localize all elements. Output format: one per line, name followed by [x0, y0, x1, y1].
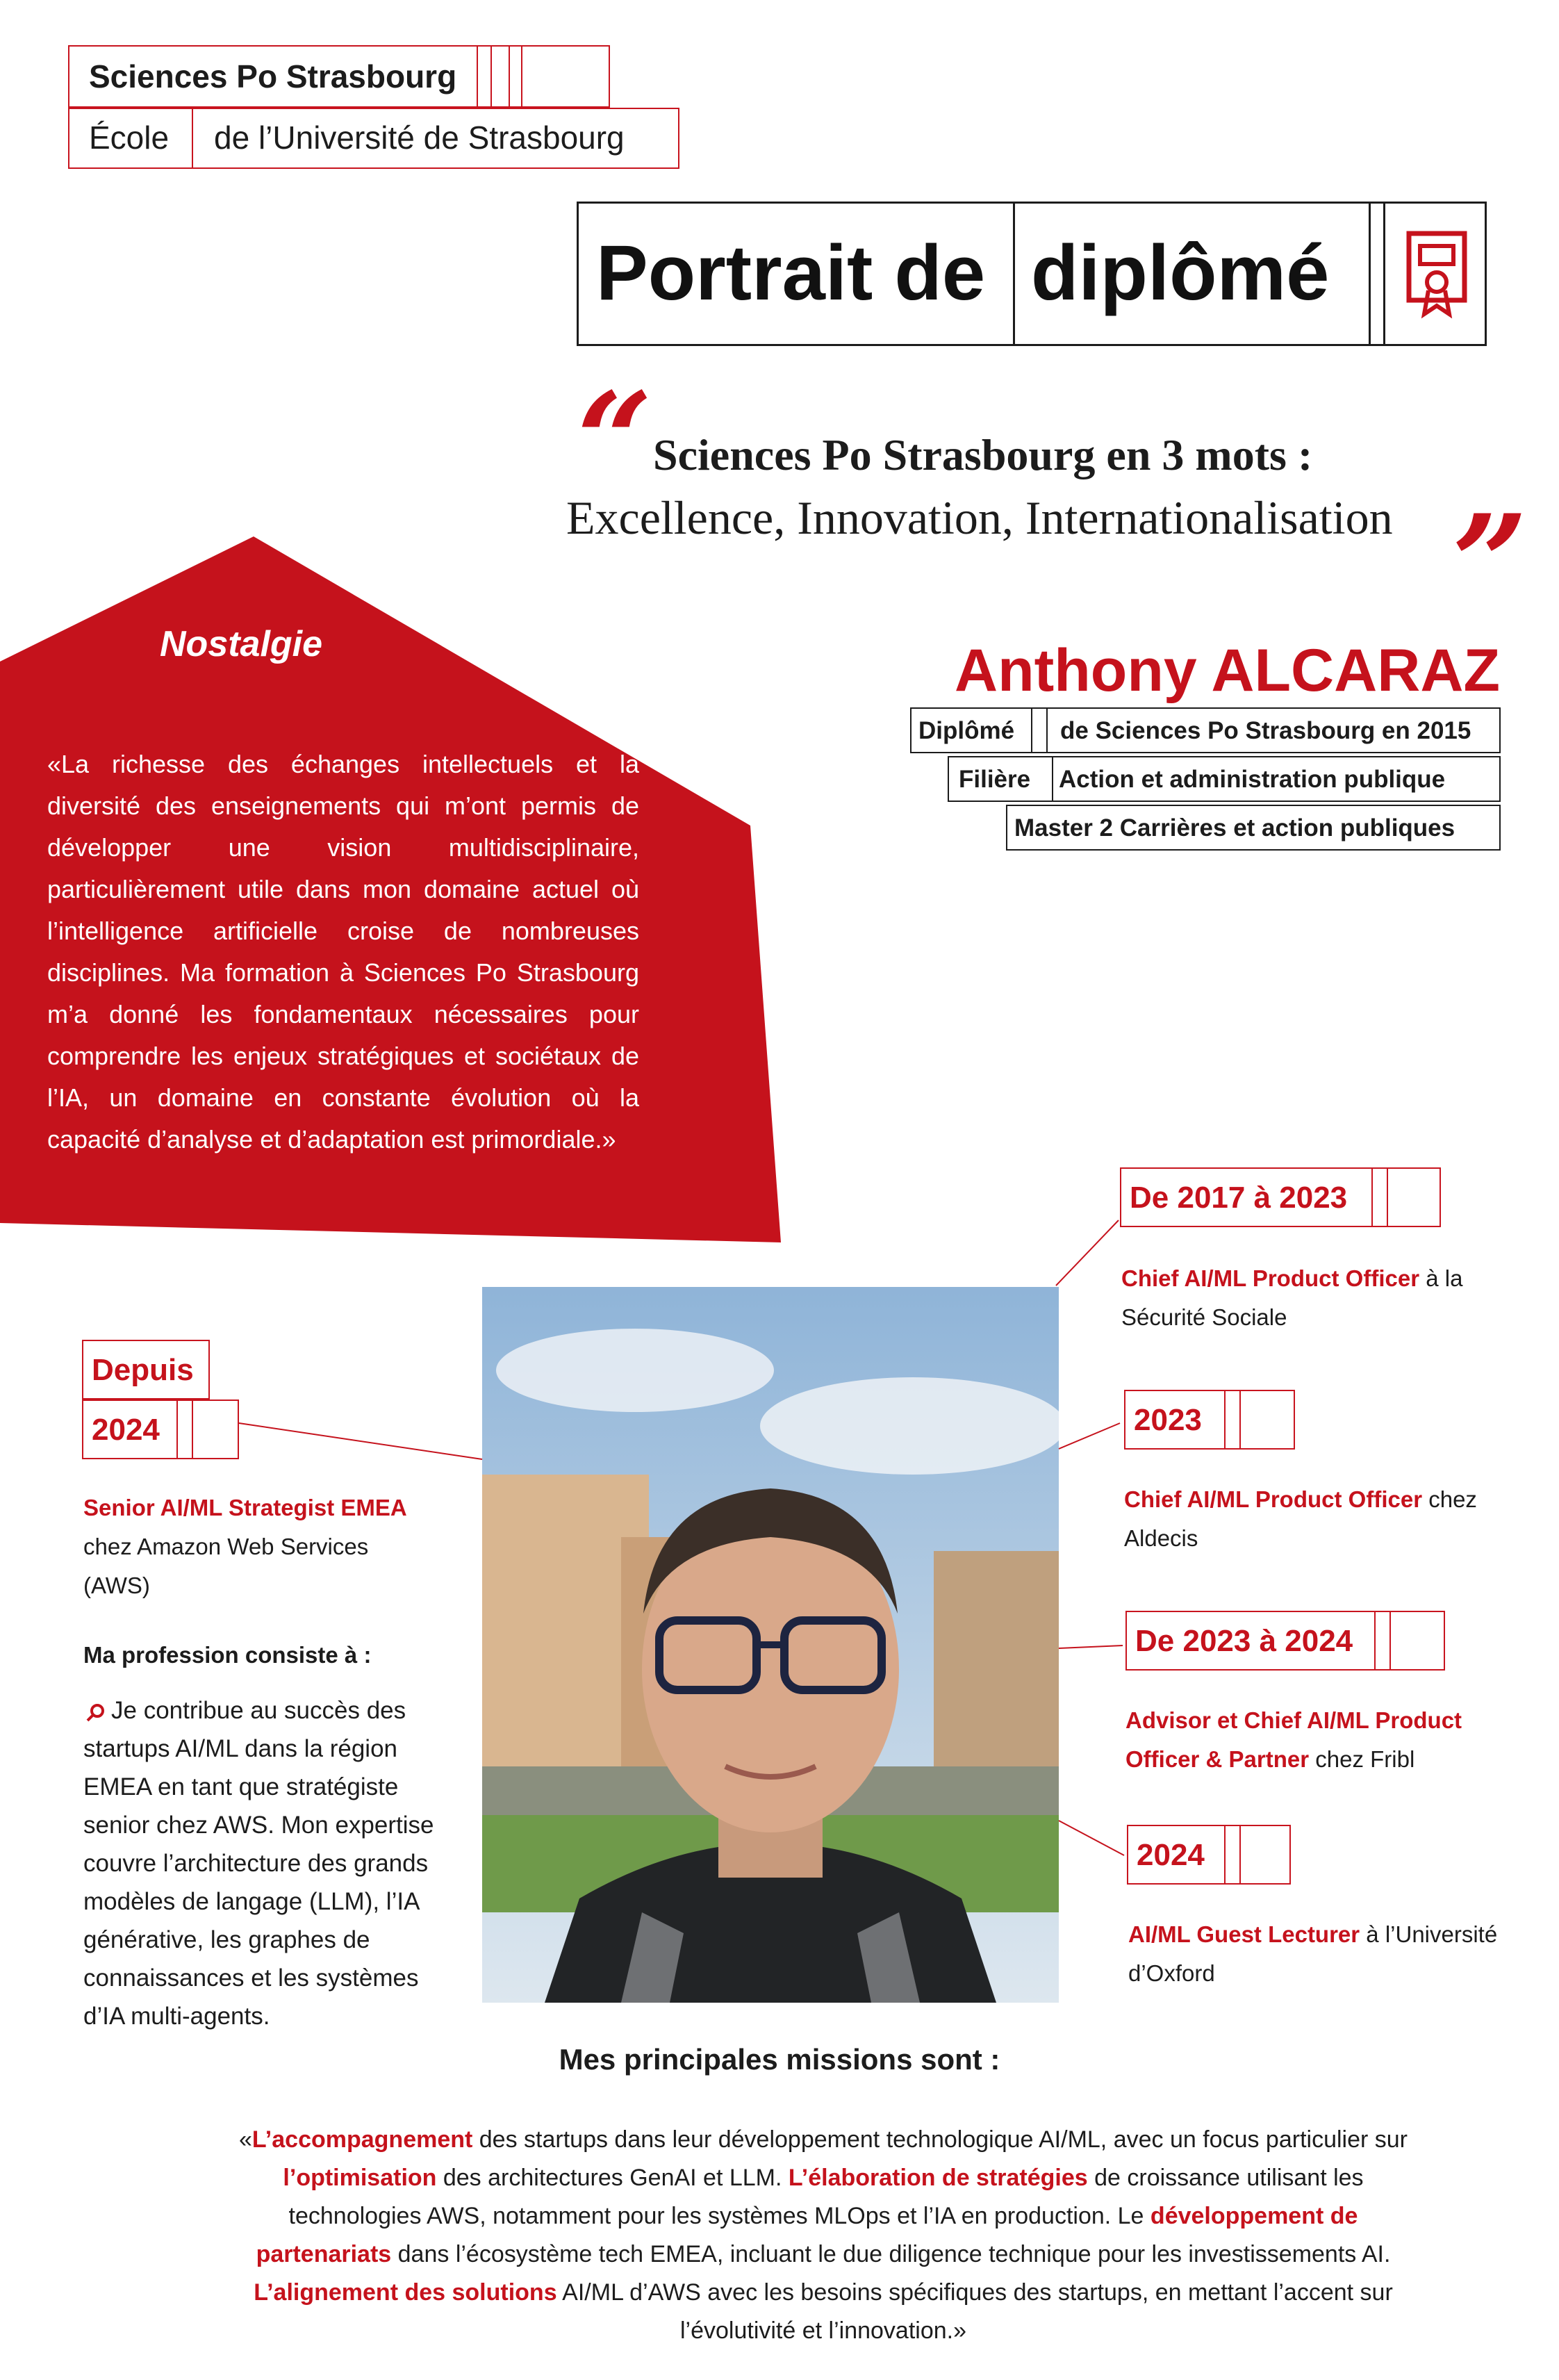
timeline-date: De 2017 à 2023 [1130, 1181, 1348, 1215]
missions-highlight: L’alignement des solutions [254, 2279, 557, 2306]
filiere-value: Action et administration publique [1059, 766, 1446, 793]
filiere-label: Filière [959, 766, 1031, 793]
missions-segment: AI/ML d’AWS avec les besoins spécifiques des startups, en mettant l’accent sur l’évolutivité et l’innovation.» [556, 2279, 1393, 2344]
master-value: Master 2 Carrières et action publiques [1014, 814, 1455, 842]
nostalgie-text: «La richesse des échanges intellectuels et la diversité des enseignements qui m’ont permis de développer une vision multidisciplinaire, particulièrement utile dans mon domaine actuel où l’intelligence artificielle croise de nombreuses disciplines. Ma formation à Sciences Po Strasbourg m’a donné les fondamentaux nécessaires pour comprendre les enjeux stratégiques et sociétaux de l’IA, un domaine en constante évolution où la capacité d’analyse et d’adaptation est primordiale.» [47, 750, 639, 1154]
quote-line-2: Excellence, Innovation, Internationalisation [566, 491, 1393, 544]
quote-line-1: Sciences Po Strasbourg en 3 mots : [653, 430, 1313, 479]
title-part1: Portrait de [596, 229, 986, 316]
missions-segment: de croissance utilisant les technologies AWS, notamment pour les systèmes MLOps et l’IA en production. Le [288, 2165, 1364, 2229]
quote-open-mark: “ [577, 363, 653, 518]
missions-highlight: développement de partenariats [256, 2203, 1358, 2267]
diplome-label: Diplômé [918, 717, 1015, 744]
missions-segment: « [238, 2126, 252, 2153]
timeline-role [1124, 1480, 1513, 1558]
timeline-role [1125, 1701, 1515, 1779]
school-ecole: École [89, 120, 170, 156]
missions-title: Mes principales missions sont : [559, 2043, 1000, 2076]
missions-segment: dans l’écosystème tech EMEA, incluant le due diligence technique pour les investissements AI. [391, 2241, 1391, 2267]
timeline-date: De 2023 à 2024 [1135, 1624, 1353, 1658]
timeline-role [1128, 1915, 1517, 1993]
current-role-org: chez Amazon Web Services (AWS) [83, 1534, 369, 1598]
current-date-line1: Depuis [92, 1353, 194, 1387]
missions-highlight: l’optimisation [283, 2165, 437, 2191]
current-date-line2: 2024 [92, 1413, 160, 1447]
missions-segment: des startups dans leur développement technologique AI/ML, avec un focus particulier sur [472, 2126, 1408, 2153]
timeline-role-org: chez Aldecis [1124, 1486, 1477, 1551]
timeline-date: 2023 [1134, 1403, 1202, 1437]
missions-text [222, 2121, 1424, 2350]
timeline-role-title: AI/ML Guest Lecturer [1128, 1921, 1360, 1947]
school-name: Sciences Po Strasbourg [89, 58, 457, 95]
school-university: de l’Université de Strasbourg [214, 120, 625, 156]
missions-segment: des architectures GenAI et LLM. [436, 2165, 789, 2191]
missions-highlight: L’accompagnement [251, 2126, 473, 2153]
timeline-date: 2024 [1137, 1838, 1205, 1872]
diplome-value: de Sciences Po Strasbourg en 2015 [1060, 717, 1471, 744]
timeline-role-title: Advisor et Chief AI/ML Product Officer & Partner [1125, 1707, 1462, 1772]
timeline-role-org: à l’Université d’Oxford [1128, 1921, 1498, 1986]
timeline-role-org: chez Fribl [1309, 1746, 1415, 1772]
person-name: Anthony ALCARAZ [954, 637, 1500, 704]
timeline-role-title: Chief AI/ML Product Officer [1121, 1265, 1420, 1291]
title-part2: diplômé [1031, 229, 1330, 316]
timeline-role [1121, 1259, 1510, 1337]
current-role-title: Senior AI/ML Strategist EMEA [83, 1495, 407, 1520]
profession-text: Je contribue au succès des startups AI/ML dans la région EMEA en tant que stratégiste senior chez AWS. Mon expertise couvre l’architecture des grands modèles de langage (LLM), l’IA générative, les graphes de connaissances et les systèmes d’IA multi-agents. [83, 1697, 434, 2030]
quote-close-mark: ” [1452, 486, 1528, 641]
timeline-role-title: Chief AI/ML Product Officer [1124, 1486, 1423, 1512]
missions-highlight: L’élaboration de stratégies [788, 2165, 1088, 2191]
nostalgie-title: Nostalgie [160, 624, 323, 664]
timeline-role-org: à la Sécurité Sociale [1121, 1265, 1463, 1330]
profession-label: Ma profession consiste à : [83, 1642, 372, 1668]
